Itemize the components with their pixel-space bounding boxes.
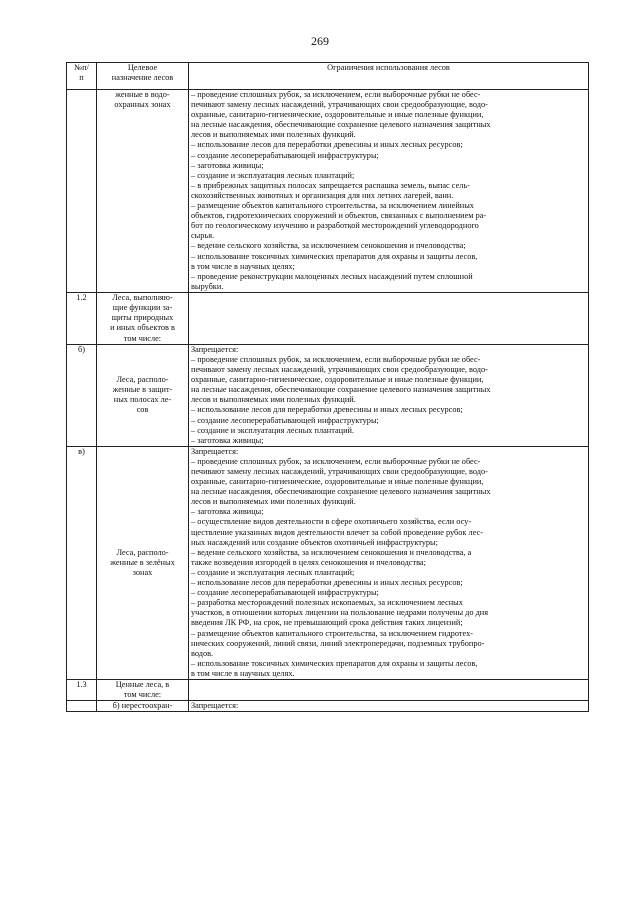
row-number: 1.2 [67, 292, 97, 344]
purpose-line: женные в защит- [112, 385, 173, 395]
row-number [67, 701, 97, 712]
table-row [67, 344, 589, 446]
row-number: 1.3 [67, 679, 97, 700]
restriction-line: – использование лесов для переработки древесины и иных лесных ресурсов; [191, 578, 463, 588]
restriction-line: водов. [191, 648, 214, 658]
restriction-line: – разработка месторождений полезных ископаемых, за исключением лесных [191, 598, 463, 608]
restriction-line: – осуществление видов деятельности в сфере охотничьего хозяйства, если осу- [191, 517, 472, 527]
purpose-line: Леса, выполняю- [112, 293, 173, 303]
header-purpose-line: Целевое [127, 63, 158, 72]
restriction-line: – проведение реконструкции малоценных лесных насаждений путем сплошной [191, 271, 473, 281]
table-header-row [67, 63, 589, 90]
restriction-line: охранные, санитарно-гигиенические, оздоровительные и иные полезные функции, [191, 375, 484, 385]
header-restrictions [189, 63, 589, 90]
restriction-line: печивают замену лесных насаждений, утрачивающих свои средообразующие, водо- [191, 365, 488, 375]
row-purpose [97, 344, 189, 446]
restriction-line: Запрещается: [191, 344, 239, 354]
row-number: в) [67, 446, 97, 679]
restriction-line: – использование токсичных химических препаратов для охраны и защиты лесов, [191, 251, 478, 261]
header-purpose [97, 63, 189, 90]
row-number: б) [67, 344, 97, 446]
header-restrictions-line: Ограничения использования лесов [327, 63, 450, 72]
restriction-line: – создание и эксплуатация лесных плантаций; [191, 170, 355, 180]
restriction-line: печивают замену лесных насаждений, утрачивающих свои средообразующие, водо- [191, 467, 488, 476]
restriction-line: введения ЛК РФ, на срок, не превышающий срока действия таких лицензий; [191, 618, 463, 628]
row-restrictions [189, 90, 589, 293]
restriction-line: – ведение сельского хозяйства, за исключением сенокошения и пчеловодства, а [191, 547, 472, 557]
restriction-line: также возведения изгородей в целях сенокошения и пчеловодства; [191, 557, 426, 567]
header-num-line: №п/ [74, 63, 89, 72]
table-row [67, 292, 589, 344]
purpose-line: Ценные леса, в [115, 679, 170, 689]
restriction-line: – размещение объектов капитального строительства, за исключением гидротех- [191, 628, 473, 638]
header-num [67, 63, 97, 90]
restriction-line: – использование лесов для переработки древесины и иных лесных ресурсов; [191, 140, 463, 150]
table-row [67, 701, 589, 712]
restriction-line: Запрещается: [191, 446, 239, 456]
restriction-line: ных насаждений или создание объектов охотничьей инфраструктуры; [191, 537, 438, 547]
restriction-line: нических сооружений, линий связи, линий электропередачи, подземных трубопро- [191, 638, 485, 648]
table-body [67, 90, 589, 712]
purpose-line: охранных зонах [114, 100, 171, 110]
purpose-line: зонах [132, 567, 153, 577]
row-purpose [97, 446, 189, 679]
restriction-line: на лесные насаждения, обеспечивающие сохранение целевого назначения защитных [191, 385, 491, 395]
restriction-line: – проведение сплошных рубок, за исключением, если выборочные рубки не обес- [191, 354, 481, 364]
restriction-line: вырубки. [191, 281, 224, 291]
purpose-line: Леса, располо- [116, 375, 169, 385]
page-number: 269 [311, 34, 329, 48]
restriction-line: объектов, гидротехнических сооружений и объектов, связанных с выполнением ра- [191, 211, 487, 221]
row-restrictions [189, 344, 589, 446]
purpose-line: сов [136, 405, 149, 415]
row-restrictions [189, 701, 589, 712]
restriction-line: в том числе в научных целях. [191, 668, 295, 678]
table-row [67, 446, 589, 679]
restriction-line: – создание лесоперерабатывающей инфраструктуры; [191, 150, 379, 160]
restriction-line: – заготовка живицы; [191, 507, 264, 517]
purpose-line: ных полосах ле- [113, 395, 172, 405]
restriction-line: скохозяйственных животных и организация для них летних лагерей, ванн. [191, 190, 454, 200]
restriction-line: – создание лесоперерабатывающей инфраструктуры; [191, 415, 379, 425]
restriction-line: печивают замену лесных насаждений, утрачивающих свои средообразующие, водо- [191, 100, 488, 110]
restriction-line: лесов и выполняемых ими полезных функций. [191, 130, 356, 140]
restriction-line: – проведение сплошных рубок, за исключением, если выборочные рубки не обес- [191, 90, 481, 99]
purpose-line: щие функции за- [112, 303, 173, 313]
restriction-line: – проведение сплошных рубок, за исключением, если выборочные рубки не обес- [191, 456, 481, 466]
row-purpose [97, 292, 189, 344]
row-restrictions [189, 679, 589, 700]
row-purpose [97, 679, 189, 700]
restriction-line: Запрещается: [191, 701, 239, 711]
restriction-line: – в прибрежных защитных полосах запрещается распашка земель, выпас сель- [191, 180, 470, 190]
purpose-line: щиты природных [111, 313, 174, 323]
restriction-line: лесов и выполняемых ими полезных функций. [191, 497, 356, 507]
purpose-line: женные в водо- [115, 90, 170, 99]
restriction-line: – заготовка живицы; [191, 160, 264, 170]
header-num-line: п [79, 73, 84, 83]
table-row [67, 679, 589, 700]
restriction-line: – ведение сельского хозяйства, за исключением сенокошения и пчеловодства; [191, 241, 466, 251]
restriction-line: – размещение объектов капитального строительства, за исключением линейных [191, 201, 474, 211]
restriction-line: участков, в отношении которых лицензии на пользование недрами получены до дня [191, 608, 489, 618]
restriction-line: – создание и эксплуатация лесных плантаций; [191, 567, 355, 577]
purpose-line: том числе: [123, 690, 162, 700]
purpose-line: Леса, располо- [116, 547, 169, 557]
restriction-line: охранные, санитарно-гигиенические, оздоровительные и иные полезные функции, [191, 110, 484, 120]
restriction-line: бот по геологическому изучению и разработкой месторождений углеводородного [191, 221, 479, 231]
purpose-line: и иных объектов в [110, 323, 175, 333]
restriction-line: ществление указанных видов деятельности влечет за собой проведение рубок лес- [191, 527, 483, 537]
row-purpose [97, 701, 189, 712]
restriction-line: в том числе в научных целях; [191, 261, 295, 271]
restrictions-table [66, 62, 589, 712]
row-restrictions [189, 292, 589, 344]
restriction-line: лесов и выполняемых ими полезных функций. [191, 395, 356, 405]
row-restrictions [189, 446, 589, 679]
purpose-line: б) нерестоохран- [112, 701, 173, 711]
row-purpose [97, 90, 189, 293]
header-purpose-line: назначение лесов [111, 73, 174, 83]
restriction-line: сырья. [191, 231, 215, 241]
restriction-line: – заготовка живицы; [191, 435, 264, 445]
table-row [67, 90, 589, 293]
restriction-line: – использование лесов для переработки древесины и иных лесных ресурсов; [191, 405, 463, 415]
restriction-line: охранные, санитарно-гигиенические, оздоровительные и иные полезные функции, [191, 477, 484, 487]
restriction-line: – создание и эксплуатация лесных плантаций. [191, 425, 355, 435]
purpose-line: женные в зелёных [110, 557, 175, 567]
restriction-line: – создание лесоперерабатывающей инфраструктуры; [191, 588, 379, 598]
restriction-line: на лесные насаждения, обеспечивающие сохранение целевого назначения защитных [191, 120, 491, 130]
row-number [67, 90, 97, 293]
restriction-line: на лесные насаждения, обеспечивающие сохранение целевого назначения защитных [191, 487, 491, 497]
purpose-line: том числе: [123, 333, 162, 343]
restriction-line: – использование токсичных химических препаратов для охраны и защиты лесов, [191, 658, 478, 668]
